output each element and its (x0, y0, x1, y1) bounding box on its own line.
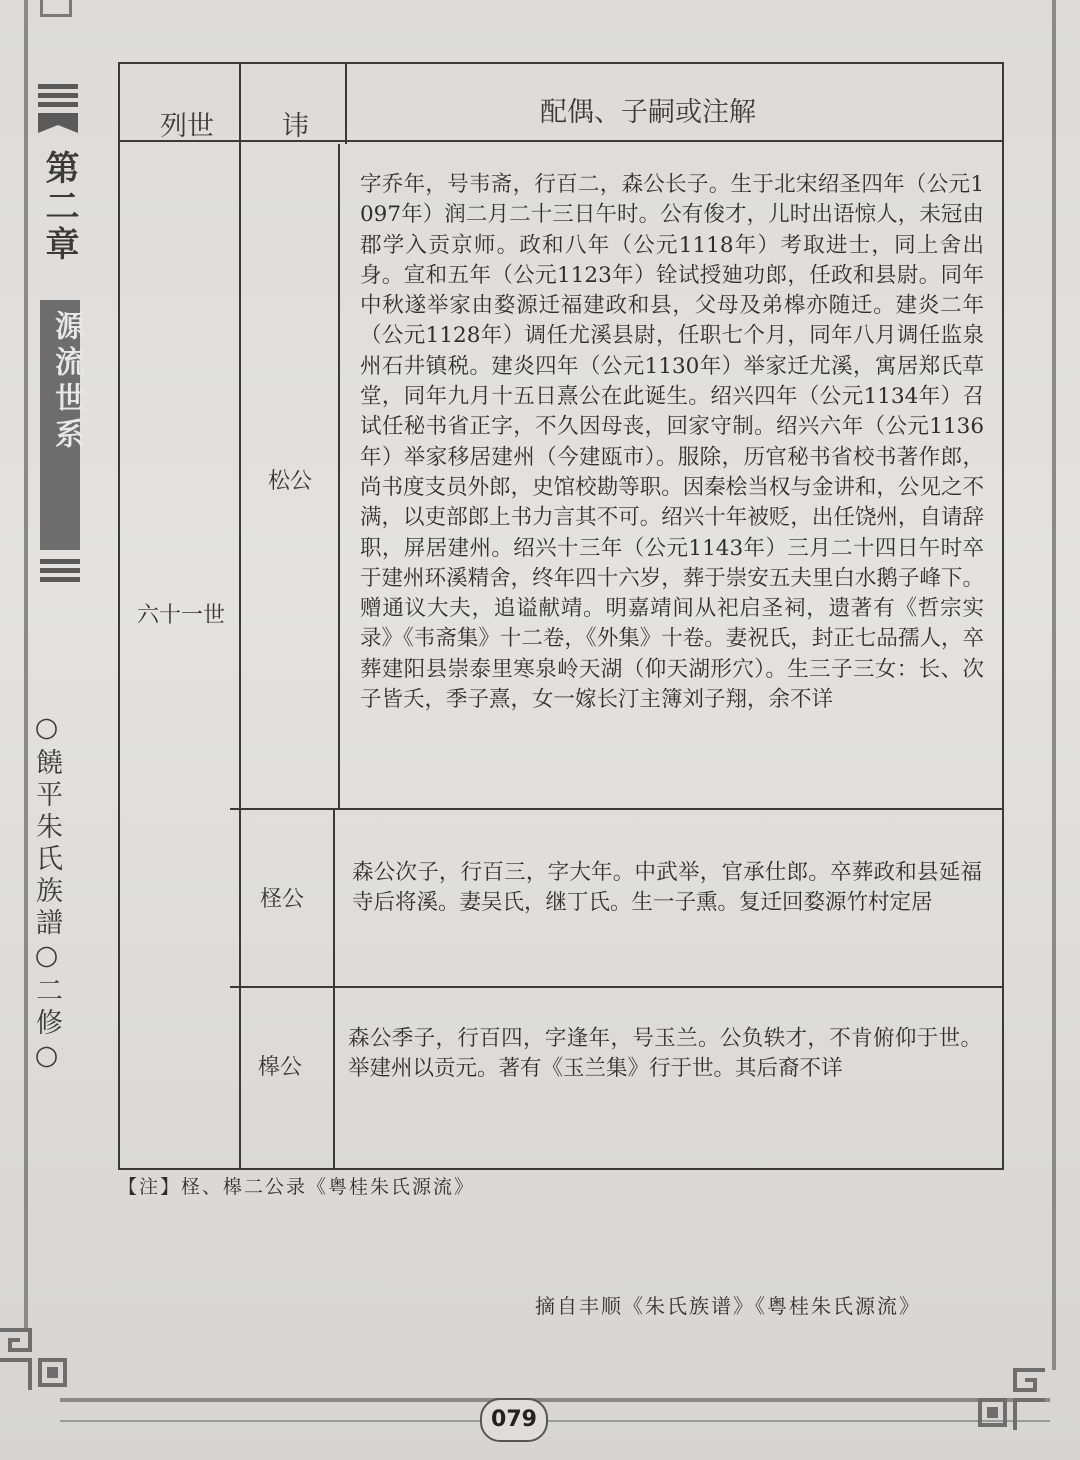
ribbon-icon (38, 113, 78, 133)
name-cell: 槔公 (258, 1055, 303, 1080)
section-label: 源流世系 (49, 310, 84, 454)
column-divider (239, 62, 241, 1170)
name-cell: 松公 (268, 469, 313, 494)
name-cell: 柽公 (260, 887, 305, 912)
column-divider (333, 810, 335, 1170)
column-divider (338, 144, 340, 810)
frame-border-left (24, 0, 28, 1330)
sidebar-bars-lower (40, 555, 80, 586)
sidebar-bars (38, 80, 84, 133)
header-notes: 配偶、子嗣或注解 (540, 97, 756, 128)
book-title: ○饒平朱氏族譜○二修○ (31, 712, 62, 1076)
source-citation: 摘自丰顺《朱氏族谱》《粤桂朱氏源流》 (535, 1294, 921, 1318)
notes-cell: 森公季子，行百四，字逢年，号玉兰。公负轶才，不肯俯仰于世。举建州以贡元。著有《玉兰集》行于世。其后裔不详 (348, 1026, 982, 1082)
notes-cell: 森公次子，行百三，字大年。中武举，官承仕郎。卒葬政和县延福寺后将溪。妻吴氏，继丁氏。生一子熏。复迁回婺源竹村定居 (352, 860, 982, 916)
frame-border-bottom (60, 1398, 1050, 1402)
corner-ornament-icon (975, 1360, 1045, 1430)
frame-border-bottom-inner (60, 1420, 1050, 1422)
header-generation: 列世 (160, 111, 214, 142)
row-divider (230, 986, 1004, 988)
notes-cell: 字乔年，号韦斋，行百二，森公长子。生于北宋绍圣四年（公元1097年）润二月二十三日午时。公有俊才，儿时出语惊人，未冠由郡学入贡京师。政和八年（公元1118年）考取进士，同上舍出身。宣和五年（公元1123年）铨试授廸功郎，任政和县尉。同年中秋遂举家由婺源迁福建政和县，父母及弟槔亦随迁。建炎二年（公元1128年）调任尤溪县尉，任职七个月，同年八月调任监泉州石井镇税。建炎四年（公元1130年）举家迁尤溪，寓居郑氏草堂，同年九月十五日熹公在此诞生。绍兴四年（公元1134年）召试任秘书省正字，不久因母丧，回家守制。绍兴六年（公元1136年）举家移居建州（今建瓯市）。服除，历官秘书省校书著作郎，尚书度支员外郎，史馆校勘等职。因秦桧当权与金讲和，公见之不满，以吏部郎上书力言其不可。绍兴十年被贬，出任饶州，自请辞职，屏居建州。绍兴十三年（公元1143年）三月二十四日午时卒于建州环溪精舍，终年四十六岁，葬于崇安五夫里白水鹅子峰下。赠通议大夫，追谥献靖。明嘉靖间从祀启圣祠，遗著有《哲宗实录》《韦斋集》十二卷，《外集》十卷。妻祝氏，封正七品孺人，卒葬建阳县崇泰里寒泉岭天湖（仰天湖形穴）。生三子三女：长、次子皆夭，季子熹，女一嫁长汀主簿刘子翔，余不详 (360, 172, 984, 713)
footnote: 【注】柽、槔二公录《粤桂朱氏源流》 (118, 1176, 476, 1198)
frame-border-right (1052, 0, 1056, 1370)
section-block (40, 300, 84, 550)
generation-cell: 六十一世 (137, 603, 226, 628)
header-divider (118, 140, 1004, 142)
frame-ornament (40, 0, 72, 17)
column-divider (345, 62, 347, 144)
chapter-label: 第二章 (39, 150, 79, 264)
page-number: 079 (480, 1398, 548, 1442)
corner-ornament-icon (0, 1320, 70, 1390)
header-name: 讳 (282, 111, 309, 142)
row-divider (230, 808, 1004, 810)
